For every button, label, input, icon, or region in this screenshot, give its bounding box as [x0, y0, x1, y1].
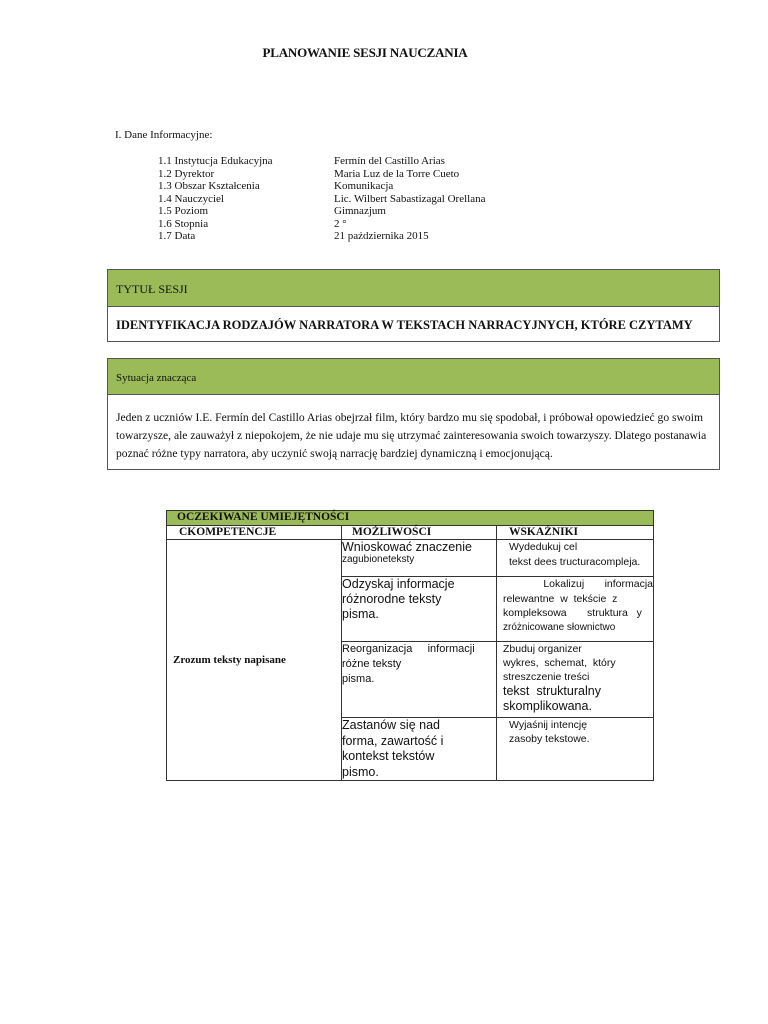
indicator-line: Zbuduj organizer [503, 643, 582, 655]
indicator-line: relewantne w tekście z [503, 592, 618, 605]
column-header-indicator: WSKAŹNIKI [497, 526, 654, 540]
session-title-text: IDENTYFIKACJA RODZAJÓW NARRATORA W TEKSTACH NARRACYJNYCH, KTÓRE CZYTAMY [116, 318, 693, 332]
indicator-cell [497, 577, 654, 642]
info-value: Gimnazjum [334, 205, 386, 217]
situation-text [116, 409, 741, 463]
capacity-line: pisma. [342, 673, 375, 685]
capacity-line: Reorganizacja informacji [342, 643, 475, 655]
capacity-line: forma, zawartość i [342, 733, 444, 748]
info-value: Lic. Wilbert Sabastizagal Orellana [334, 192, 486, 205]
info-key: 1.7 Data [158, 230, 196, 242]
session-title-label: TYTUŁ SESJI [116, 282, 188, 296]
indicator-cell [497, 718, 654, 781]
document-title: PLANOWANIE SESJI NAUCZANIA [262, 45, 468, 60]
capacity-line: Wnioskować znaczenie [342, 540, 472, 554]
capacity-line: Odzyskaj informacje [342, 577, 455, 591]
situation-box [107, 358, 720, 470]
capacity-cell [342, 718, 497, 781]
situation-label: Sytuacja znacząca [116, 372, 197, 384]
situation-header [108, 359, 719, 395]
indicator-line: zróżnicowane słownictwo [503, 621, 616, 633]
info-key: 1.3 Obszar Kształcenia [158, 180, 260, 192]
indicator-line: Lokalizuj informacja [543, 578, 654, 590]
info-key: 1.2 Dyrektor [158, 167, 215, 180]
capacity-line: pisma. [342, 607, 379, 621]
indicator-line: Wydedukuj cel [509, 541, 578, 553]
column-header-capacity: MOŻLIWOŚCI [342, 526, 497, 540]
indicator-line: tekst dees tructuracompleja. [509, 556, 641, 568]
indicator-line: tekst strukturalny [503, 684, 601, 698]
info-value: Komunikacja [334, 180, 394, 192]
skills-table-header-row [167, 511, 654, 526]
skills-table-title: OCZEKIWANE UMIEJĘTNOŚCI [167, 511, 654, 526]
indicator-line: wykres, schemat, który [503, 657, 616, 669]
skills-table [166, 510, 654, 781]
info-heading: I. Dane Informacyjne: [115, 129, 213, 141]
table-row [167, 540, 654, 577]
capacity-line: kontekst tekstów [342, 749, 435, 763]
capacity-line: różne teksty [342, 658, 402, 670]
competence-cell: Zrozum teksty napisane [167, 540, 342, 781]
info-value: 21 października 2015 [334, 230, 429, 242]
capacity-line: pismo. [342, 764, 379, 779]
column-headers [167, 526, 654, 540]
info-key: 1.6 Stopnia [158, 217, 209, 230]
indicator-cell [497, 540, 654, 577]
indicator-line: kompleksowa struktura y [503, 607, 642, 619]
situation-line: Jeden z uczniów I.E. Fermín del Castillo Arias obejrzał film, który bardzo mu się spodobał, i próbował opowiedzieć go swoim [116, 411, 703, 424]
capacity-line: różnorodne teksty [342, 592, 442, 606]
capacity-line: Zastanów się nad [342, 718, 440, 732]
info-key: 1.4 Nauczyciel [158, 192, 224, 205]
situation-line: towarzysze, ale zauważył z niepokojem, że nie udaje mu się utrzymać zainteresowania swoich towarzyszy. Dlatego postanawia [116, 429, 707, 442]
info-value: Fermín del Castillo Arias [334, 155, 445, 167]
info-key: 1.5 Poziom [158, 205, 209, 217]
column-header-competence: CKOMPETENCJE [167, 526, 342, 540]
capacity-line: zagubioneteksty [342, 554, 415, 565]
indicator-line: Wyjaśnij intencję [509, 719, 588, 731]
info-value: 2 ° [334, 217, 347, 230]
situation-line: poznać różne typy narratora, aby uczynić swoją narrację bardziej dynamiczną i emocjonującą. [116, 447, 553, 460]
capacity-cell [342, 540, 497, 577]
session-title-box [107, 269, 720, 342]
info-value: Maria Luz de la Torre Cueto [334, 167, 460, 180]
indicator-line: zasoby tekstowe. [509, 733, 590, 745]
capacity-cell [342, 642, 497, 718]
session-title-header [108, 270, 719, 307]
indicator-cell [497, 642, 654, 718]
info-key: 1.1 Instytucja Edukacyjna [158, 155, 273, 167]
indicator-line: skomplikowana. [503, 699, 592, 713]
capacity-cell [342, 577, 497, 642]
indicator-line: streszczenie treści [503, 671, 590, 683]
